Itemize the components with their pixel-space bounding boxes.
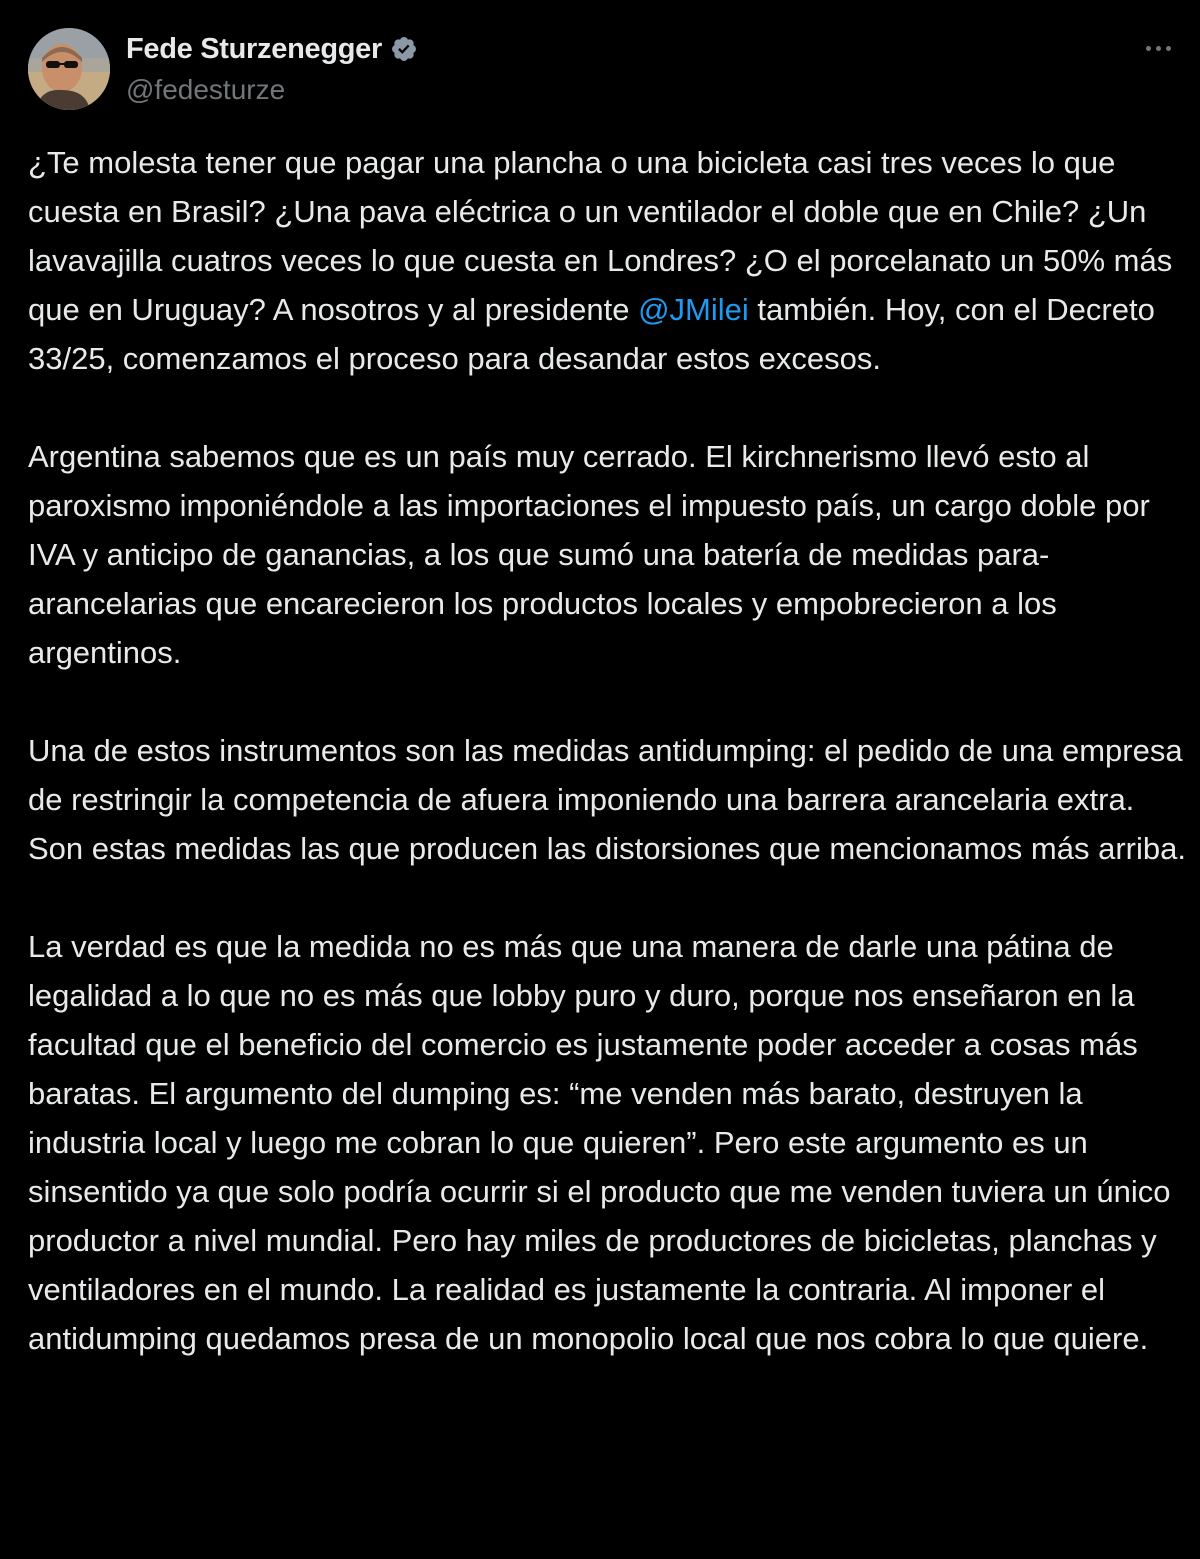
- paragraph-1: [28, 138, 1188, 383]
- display-name[interactable]: Fede Sturzenegger: [126, 32, 382, 65]
- tweet-text: [28, 138, 1188, 1363]
- more-dot: [1146, 46, 1151, 51]
- handle[interactable]: @fedesturze: [126, 74, 286, 105]
- more-dot: [1156, 46, 1161, 51]
- tweet-header: [28, 28, 1178, 110]
- paragraph-3: Una de estos instrumentos son las medidas antidumping: el pedido de una empresa de restringir la competencia de afuera imponiendo una barrera arancelaria extra. Son estas medidas las que producen las distorsiones que mencionamos más arriba.: [28, 733, 1186, 866]
- author-names: [126, 30, 418, 106]
- paragraph-1-start: ¿Te molesta tener que pagar una plancha o una bicicleta casi tres veces lo que cuesta en Brasil? ¿Una pava eléctrica o un ventilador el doble que en Chile? ¿Un lavavajilla cuatros veces lo que cuesta en Londres? ¿O el porcelanato un 50% más que en Uruguay? A nosotros y al presidente: [28, 145, 1173, 327]
- paragraph-1-end: también. Hoy, con el Decreto 33/25, comenzamos el proceso para desandar estos excesos.: [28, 292, 1155, 376]
- verified-badge-icon[interactable]: [390, 35, 418, 63]
- more-options-icon[interactable]: [1138, 36, 1178, 60]
- more-dot: [1166, 46, 1171, 51]
- mention-link[interactable]: @JMilei: [638, 292, 749, 327]
- paragraph-4: La verdad es que la medida no es más que una manera de darle una pátina de legalidad a lo que no es más que lobby puro y duro, porque nos enseñaron en la facultad que el beneficio del comercio es justamente poder acceder a cosas más baratas. El argumento del dumping es: “me venden más barato, destruyen la industria local y luego me cobran lo que quieren”. Pero este argumento es un sinsentido ya que solo podría ocurrir si el producto que me venden tuviera un único productor a nivel mundial. Pero hay miles de productores de bicicletas, planchas y ventiladores en el mundo. La realidad es justamente la contraria. Al imponer el antidumping quedamos presa de un monopolio local que nos cobra lo que quiere.: [28, 929, 1171, 1356]
- paragraph-2: Argentina sabemos que es un país muy cerrado. El kirchnerismo llevó esto al paroxismo imponiéndole a las importaciones el impuesto país, un cargo doble por IVA y anticipo de ganancias, a los que sumó una batería de medidas para-arancelarias que encarecieron los productos locales y empobrecieron a los argentinos.: [28, 439, 1150, 670]
- display-name-row: [126, 30, 418, 68]
- avatar[interactable]: [28, 28, 110, 110]
- avatar-photo: [28, 28, 110, 110]
